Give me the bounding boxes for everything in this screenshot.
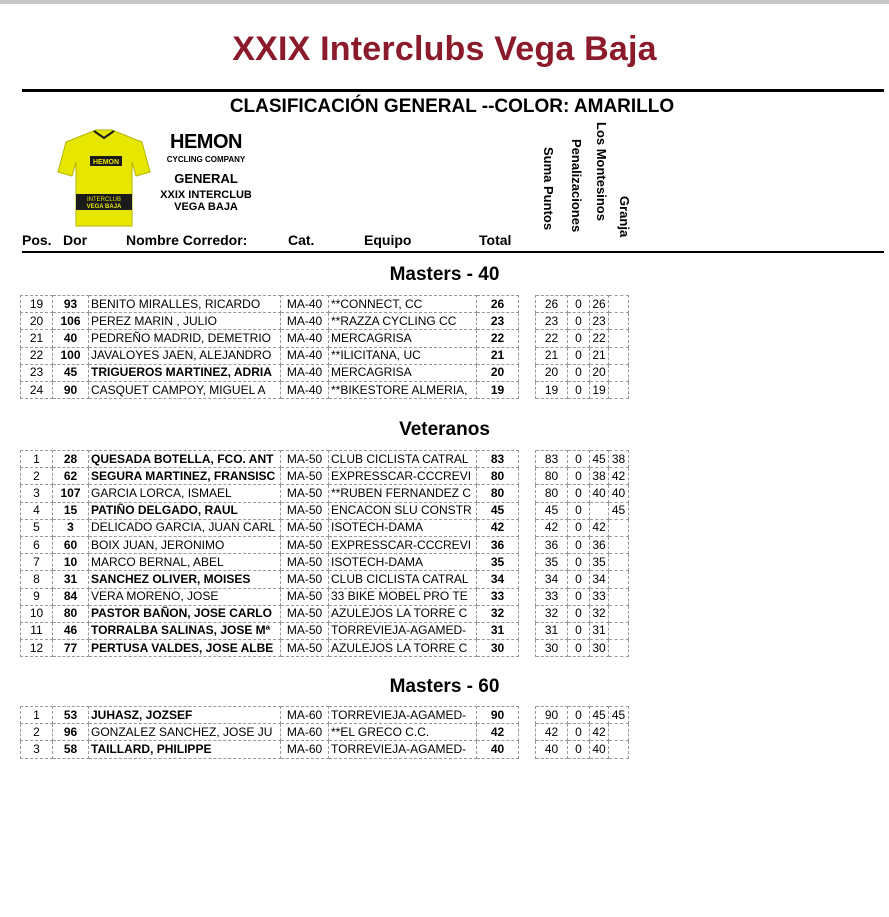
table-row: [21, 588, 629, 605]
table-row: [21, 468, 629, 485]
bib-cell: 100: [53, 347, 89, 364]
total-cell: 23: [477, 313, 519, 330]
spacer-cell: [519, 364, 536, 381]
penalties-cell: 0: [568, 364, 590, 381]
rider-name-cell: JUHASZ, JOZSEF: [89, 707, 281, 724]
team-cell: **RUBEN FERNANDEZ C: [329, 485, 477, 502]
team-cell: ISOTECH-DAMA: [329, 519, 477, 536]
penalties-cell: 0: [568, 347, 590, 364]
col-header-dor: Dor: [63, 232, 88, 248]
penalties-cell: 0: [568, 296, 590, 313]
total-cell: 20: [477, 364, 519, 381]
spacer-cell: [519, 347, 536, 364]
penalties-cell: 0: [568, 313, 590, 330]
granja-points-cell: [609, 640, 629, 657]
table-row: [21, 554, 629, 571]
points-sum-cell: 19: [536, 381, 568, 398]
rider-name-cell: GARCIA LORCA, ISMAEL: [89, 485, 281, 502]
montesinos-points-cell: 40: [590, 741, 609, 758]
total-cell: 80: [477, 485, 519, 502]
granja-points-cell: 45: [609, 502, 629, 519]
bib-cell: 106: [53, 313, 89, 330]
bib-cell: 53: [53, 707, 89, 724]
team-cell: EXPRESSCAR-CCCREVI: [329, 468, 477, 485]
granja-points-cell: 38: [609, 451, 629, 468]
position-cell: 6: [21, 536, 53, 553]
total-cell: 42: [477, 519, 519, 536]
rider-name-cell: DELICADO GARCIA, JUAN CARL: [89, 519, 281, 536]
granja-points-cell: [609, 741, 629, 758]
category-cell: MA-40: [281, 330, 329, 347]
total-cell: 36: [477, 536, 519, 553]
position-cell: 12: [21, 640, 53, 657]
spacer-cell: [519, 330, 536, 347]
team-cell: **ILICITANA, UC: [329, 347, 477, 364]
category-cell: MA-50: [281, 519, 329, 536]
category-cell: MA-50: [281, 605, 329, 622]
team-cell: MERCAGRISA: [329, 330, 477, 347]
montesinos-points-cell: 36: [590, 536, 609, 553]
penalties-cell: 0: [568, 724, 590, 741]
table-row: [21, 724, 629, 741]
classification-subtitle: CLASIFICACIÓN GENERAL --COLOR: AMARILLO: [229, 96, 675, 117]
penalties-cell: 0: [568, 741, 590, 758]
penalties-cell: 0: [568, 622, 590, 639]
points-sum-cell: 22: [536, 330, 568, 347]
team-cell: AZULEJOS LA TORRE C: [329, 605, 477, 622]
position-cell: 1: [21, 707, 53, 724]
points-sum-cell: 42: [536, 724, 568, 741]
spacer-cell: [519, 707, 536, 724]
rider-name-cell: MARCO BERNAL, ABEL: [89, 554, 281, 571]
table-row: [21, 485, 629, 502]
position-cell: 3: [21, 485, 53, 502]
total-cell: 83: [477, 451, 519, 468]
points-sum-cell: 36: [536, 536, 568, 553]
table-row: [21, 622, 629, 639]
penalties-cell: 0: [568, 330, 590, 347]
position-cell: 2: [21, 724, 53, 741]
table-row: [21, 364, 629, 381]
bib-cell: 107: [53, 485, 89, 502]
col-header-pos: Pos.: [22, 232, 52, 248]
bib-cell: 40: [53, 330, 89, 347]
spacer-cell: [519, 571, 536, 588]
category-cell: MA-40: [281, 347, 329, 364]
granja-points-cell: 45: [609, 707, 629, 724]
category-cell: MA-50: [281, 451, 329, 468]
granja-points-cell: 42: [609, 468, 629, 485]
rider-name-cell: PASTOR BAÑON, JOSE CARLO: [89, 605, 281, 622]
col-header-penalizaciones: Penalizaciones: [569, 139, 584, 233]
granja-points-cell: [609, 588, 629, 605]
team-cell: CLUB CICLISTA CATRAL: [329, 571, 477, 588]
montesinos-points-cell: 33: [590, 588, 609, 605]
category-cell: MA-50: [281, 588, 329, 605]
position-cell: 21: [21, 330, 53, 347]
spacer-cell: [519, 554, 536, 571]
granja-points-cell: [609, 622, 629, 639]
rider-name-cell: PERTUSA VALDES, JOSE ALBE: [89, 640, 281, 657]
rider-name-cell: PEREZ MARIN , JULIO: [89, 313, 281, 330]
category-cell: MA-50: [281, 571, 329, 588]
jersey-interclub-text: INTERCLUB: [86, 197, 122, 203]
table-row: [21, 536, 629, 553]
montesinos-points-cell: 26: [590, 296, 609, 313]
total-cell: 21: [477, 347, 519, 364]
team-cell: TORREVIEJA-AGAMED-: [329, 741, 477, 758]
position-cell: 3: [21, 741, 53, 758]
montesinos-points-cell: 22: [590, 330, 609, 347]
table-row: [21, 640, 629, 657]
bib-cell: 84: [53, 588, 89, 605]
position-cell: 4: [21, 502, 53, 519]
table-row: [21, 605, 629, 622]
total-cell: 90: [477, 707, 519, 724]
granja-points-cell: [609, 536, 629, 553]
table-row: [21, 502, 629, 519]
bib-cell: 45: [53, 364, 89, 381]
penalties-cell: 0: [568, 588, 590, 605]
team-cell: EXPRESSCAR-CCCREVI: [329, 536, 477, 553]
table-row: [21, 330, 629, 347]
category-cell: MA-50: [281, 468, 329, 485]
penalties-cell: 0: [568, 502, 590, 519]
category-cell: MA-40: [281, 364, 329, 381]
rider-name-cell: VERA MORENO, JOSE: [89, 588, 281, 605]
table-row: [21, 451, 629, 468]
total-cell: 45: [477, 502, 519, 519]
brand-tagline: CYCLING COMPANY: [166, 155, 246, 164]
points-sum-cell: 26: [536, 296, 568, 313]
penalties-cell: 0: [568, 554, 590, 571]
col-header-name: Nombre Corredor:: [126, 232, 248, 248]
points-sum-cell: 34: [536, 571, 568, 588]
results-table-masters-40: [20, 295, 629, 399]
category-cell: MA-50: [281, 622, 329, 639]
team-cell: **EL GRECO C.C.: [329, 724, 477, 741]
penalties-cell: 0: [568, 468, 590, 485]
position-cell: 5: [21, 519, 53, 536]
rider-name-cell: PEDREÑO MADRID, DEMETRIO: [89, 330, 281, 347]
team-cell: ENCACON SLU CONSTR: [329, 502, 477, 519]
col-header-total: Total: [479, 232, 512, 248]
rider-name-cell: PATIÑO DELGADO, RAUL: [89, 502, 281, 519]
granja-points-cell: [609, 364, 629, 381]
total-cell: 34: [477, 571, 519, 588]
granja-points-cell: [609, 313, 629, 330]
rider-name-cell: CASQUET CAMPOY, MIGUEL A: [89, 381, 281, 398]
bib-cell: 10: [53, 554, 89, 571]
position-cell: 9: [21, 588, 53, 605]
montesinos-points-cell: 42: [590, 519, 609, 536]
bib-cell: 15: [53, 502, 89, 519]
header-divider: [22, 251, 884, 253]
montesinos-points-cell: 20: [590, 364, 609, 381]
col-header-montesinos: Los Montesinos: [594, 122, 609, 221]
table-row: [21, 381, 629, 398]
jersey-logo-text: HEMON: [92, 159, 120, 166]
section-title-masters-40: Masters - 40: [389, 264, 500, 285]
position-cell: 8: [21, 571, 53, 588]
total-cell: 40: [477, 741, 519, 758]
total-cell: 35: [477, 554, 519, 571]
rider-name-cell: TAILLARD, PHILIPPE: [89, 741, 281, 758]
category-cell: MA-40: [281, 313, 329, 330]
total-cell: 26: [477, 296, 519, 313]
penalties-cell: 0: [568, 571, 590, 588]
brand-block: [160, 132, 252, 213]
points-sum-cell: 80: [536, 485, 568, 502]
page-title: XXIX Interclubs Vega Baja: [232, 30, 657, 68]
table-row: [21, 571, 629, 588]
penalties-cell: 0: [568, 451, 590, 468]
montesinos-points-cell: 32: [590, 605, 609, 622]
total-cell: 22: [477, 330, 519, 347]
granja-points-cell: [609, 724, 629, 741]
total-cell: 19: [477, 381, 519, 398]
category-cell: MA-50: [281, 554, 329, 571]
bib-cell: 3: [53, 519, 89, 536]
team-cell: ISOTECH-DAMA: [329, 554, 477, 571]
category-cell: MA-40: [281, 296, 329, 313]
bib-cell: 77: [53, 640, 89, 657]
rider-name-cell: TORRALBA SALINAS, JOSE Mª: [89, 622, 281, 639]
rider-name-cell: GONZALEZ SANCHEZ, JOSE JU: [89, 724, 281, 741]
penalties-cell: 0: [568, 381, 590, 398]
position-cell: 2: [21, 468, 53, 485]
rider-name-cell: TRIGUEROS MARTINEZ, ADRIA: [89, 364, 281, 381]
granja-points-cell: [609, 519, 629, 536]
total-cell: 30: [477, 640, 519, 657]
spacer-cell: [519, 451, 536, 468]
spacer-cell: [519, 724, 536, 741]
bib-cell: 90: [53, 381, 89, 398]
montesinos-points-cell: 45: [590, 707, 609, 724]
montesinos-points-cell: 35: [590, 554, 609, 571]
spacer-cell: [519, 605, 536, 622]
montesinos-points-cell: 31: [590, 622, 609, 639]
col-header-cat: Cat.: [288, 232, 315, 248]
team-cell: **BIKESTORE ALMERIA,: [329, 381, 477, 398]
bib-cell: 46: [53, 622, 89, 639]
category-cell: MA-40: [281, 381, 329, 398]
points-sum-cell: 45: [536, 502, 568, 519]
team-cell: MERCAGRISA: [329, 364, 477, 381]
title-divider: [22, 89, 884, 92]
brand-name: HEMON: [170, 131, 242, 153]
penalties-cell: 0: [568, 485, 590, 502]
category-cell: MA-60: [281, 724, 329, 741]
spacer-cell: [519, 519, 536, 536]
category-cell: MA-50: [281, 640, 329, 657]
spacer-cell: [519, 468, 536, 485]
results-table-veteranos: [20, 450, 629, 657]
points-sum-cell: 42: [536, 519, 568, 536]
bib-cell: 80: [53, 605, 89, 622]
category-cell: MA-60: [281, 741, 329, 758]
bib-cell: 31: [53, 571, 89, 588]
spacer-cell: [519, 502, 536, 519]
montesinos-points-cell: 42: [590, 724, 609, 741]
points-sum-cell: 83: [536, 451, 568, 468]
category-cell: MA-50: [281, 536, 329, 553]
jersey-image: [56, 128, 152, 232]
rider-name-cell: QUESADA BOTELLA, FCO. ANT: [89, 451, 281, 468]
table-row: [21, 519, 629, 536]
penalties-cell: 0: [568, 536, 590, 553]
penalties-cell: 0: [568, 640, 590, 657]
team-cell: **RAZZA CYCLING CC: [329, 313, 477, 330]
rider-name-cell: JAVALOYES JAEN, ALEJANDRO: [89, 347, 281, 364]
position-cell: 11: [21, 622, 53, 639]
rider-name-cell: BENITO MIRALLES, RICARDO: [89, 296, 281, 313]
rider-name-cell: BOIX JUAN, JERONIMO: [89, 536, 281, 553]
spacer-cell: [519, 381, 536, 398]
montesinos-points-cell: 45: [590, 451, 609, 468]
category-cell: MA-60: [281, 707, 329, 724]
position-cell: 24: [21, 381, 53, 398]
montesinos-points-cell: 38: [590, 468, 609, 485]
total-cell: 31: [477, 622, 519, 639]
category-cell: MA-50: [281, 502, 329, 519]
team-cell: CLUB CICLISTA CATRAL: [329, 451, 477, 468]
table-row: [21, 296, 629, 313]
spacer-cell: [519, 588, 536, 605]
jersey-vegabaja-text: VEGA BAJA: [86, 204, 122, 210]
category-cell: MA-50: [281, 485, 329, 502]
total-cell: 33: [477, 588, 519, 605]
montesinos-points-cell: 30: [590, 640, 609, 657]
penalties-cell: 0: [568, 519, 590, 536]
points-sum-cell: 21: [536, 347, 568, 364]
points-sum-cell: 35: [536, 554, 568, 571]
montesinos-points-cell: 40: [590, 485, 609, 502]
brand-event-line1: XXIX INTERCLUB: [160, 189, 252, 202]
bib-cell: 96: [53, 724, 89, 741]
spacer-cell: [519, 313, 536, 330]
position-cell: 10: [21, 605, 53, 622]
spacer-cell: [519, 485, 536, 502]
table-row: [21, 741, 629, 758]
granja-points-cell: [609, 330, 629, 347]
points-sum-cell: 30: [536, 640, 568, 657]
montesinos-points-cell: 34: [590, 571, 609, 588]
position-cell: 20: [21, 313, 53, 330]
montesinos-points-cell: [590, 502, 609, 519]
col-header-team: Equipo: [364, 232, 412, 248]
col-header-granja: Granja: [617, 196, 632, 238]
position-cell: 1: [21, 451, 53, 468]
granja-points-cell: [609, 381, 629, 398]
position-cell: 7: [21, 554, 53, 571]
spacer-cell: [519, 622, 536, 639]
team-cell: TORREVIEJA-AGAMED-: [329, 707, 477, 724]
points-sum-cell: 90: [536, 707, 568, 724]
position-cell: 23: [21, 364, 53, 381]
brand-event-line2: VEGA BAJA: [174, 200, 238, 213]
col-header-suma: Suma Puntos: [541, 147, 556, 231]
jersey-body: [58, 130, 150, 226]
team-cell: **CONNECT, CC: [329, 296, 477, 313]
team-cell: 33 BIKE MOBEL PRO TE: [329, 588, 477, 605]
granja-points-cell: [609, 571, 629, 588]
position-cell: 19: [21, 296, 53, 313]
top-border: [0, 0, 889, 4]
granja-points-cell: [609, 347, 629, 364]
bib-cell: 60: [53, 536, 89, 553]
section-title-masters-60: Masters - 60: [389, 676, 500, 697]
results-table-masters-60: [20, 706, 629, 759]
total-cell: 42: [477, 724, 519, 741]
team-cell: TORREVIEJA-AGAMED-: [329, 622, 477, 639]
bib-cell: 62: [53, 468, 89, 485]
table-row: [21, 313, 629, 330]
montesinos-points-cell: 21: [590, 347, 609, 364]
granja-points-cell: [609, 554, 629, 571]
penalties-cell: 0: [568, 707, 590, 724]
granja-points-cell: [609, 605, 629, 622]
granja-points-cell: [609, 296, 629, 313]
table-row: [21, 707, 629, 724]
bib-cell: 28: [53, 451, 89, 468]
team-cell: AZULEJOS LA TORRE C: [329, 640, 477, 657]
granja-points-cell: 40: [609, 485, 629, 502]
total-cell: 32: [477, 605, 519, 622]
bib-cell: 58: [53, 741, 89, 758]
position-cell: 22: [21, 347, 53, 364]
points-sum-cell: 20: [536, 364, 568, 381]
montesinos-points-cell: 19: [590, 381, 609, 398]
spacer-cell: [519, 536, 536, 553]
rider-name-cell: SEGURA MARTINEZ, FRANSISC: [89, 468, 281, 485]
section-title-veteranos: Veteranos: [399, 419, 490, 440]
spacer-cell: [519, 640, 536, 657]
points-sum-cell: 33: [536, 588, 568, 605]
rider-name-cell: SANCHEZ OLIVER, MOISES: [89, 571, 281, 588]
bib-cell: 93: [53, 296, 89, 313]
spacer-cell: [519, 296, 536, 313]
points-sum-cell: 31: [536, 622, 568, 639]
points-sum-cell: 80: [536, 468, 568, 485]
penalties-cell: 0: [568, 605, 590, 622]
points-sum-cell: 23: [536, 313, 568, 330]
total-cell: 80: [477, 468, 519, 485]
table-row: [21, 347, 629, 364]
points-sum-cell: 40: [536, 741, 568, 758]
brand-label: GENERAL: [174, 171, 238, 187]
montesinos-points-cell: 23: [590, 313, 609, 330]
points-sum-cell: 32: [536, 605, 568, 622]
spacer-cell: [519, 741, 536, 758]
